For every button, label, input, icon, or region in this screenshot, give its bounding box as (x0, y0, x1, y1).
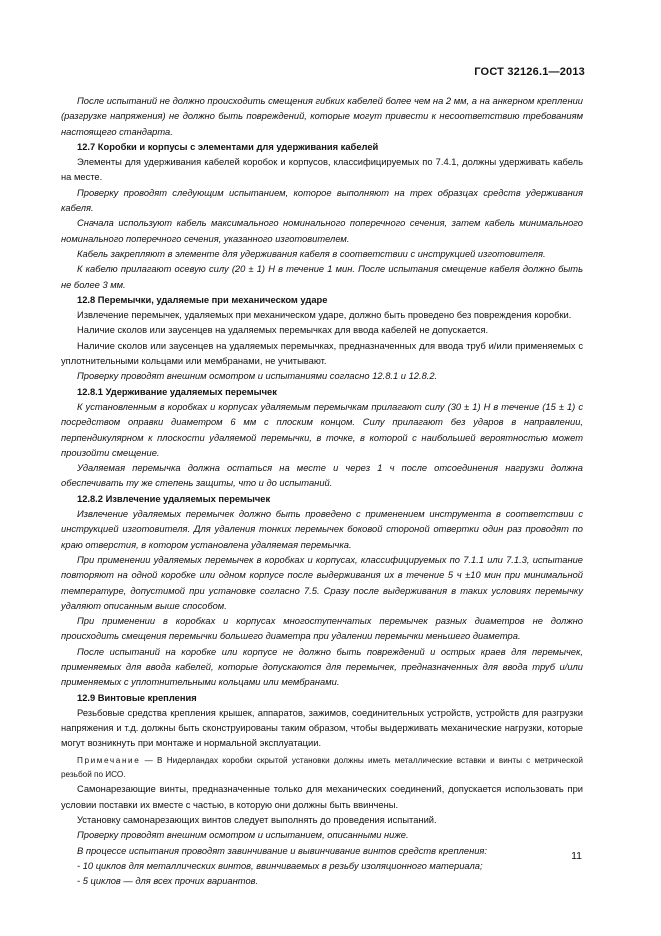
body-paragraph: Проверку проводят внешним осмотром и испытаниями согласно 12.8.1 и 12.8.2. (77, 371, 438, 382)
page-number: 11 (571, 850, 582, 862)
body-paragraph: В процессе испытания проводят завинчивание и вывинчивание винтов средств крепления: (77, 845, 487, 856)
body-paragraph: - 10 циклов для металлических винтов, ввинчиваемых в резьбу изоляционного материала; (77, 860, 483, 871)
body-paragraph: Самонарезающие винты, предназначенные только для механических соединений, допускается использовать при условии поставки их вместе с частью, в которую они должны быть ввинчены. (61, 784, 583, 810)
body-paragraph: К кабелю прилагают осевую силу (20 ± 1) Н в течение 1 мин. После испытания смещение кабеля должно быть не более 3 мм. (61, 264, 583, 290)
body-paragraph: При применении в коробках и корпусах многоступенчатых перемычек разных диаметров не должно происходить смещения перемычки большего диаметра при удалении перемычки меньшего диаметра. (61, 616, 583, 642)
body-paragraph: Элементы для удерживания кабелей коробок и корпусов, классифицируемых по 7.4.1, должны удерживать кабель на месте. (61, 157, 583, 183)
note-text: — В Нидерландах коробки скрытой установки должны иметь металлические вставки и винты с метрической резьбой по ИСО. (61, 755, 583, 779)
body-paragraph: Проверку проводят внешним осмотром и испытанием, описанными ниже. (77, 830, 409, 841)
note-paragraph (61, 754, 583, 782)
body-paragraph: Проверку проводят следующим испытанием, которое выполняют на трех образцах средств удерживания кабеля. (61, 187, 583, 214)
section-heading: 12.8.2 Извлечение удаляемых перемычек (77, 493, 271, 504)
body-paragraph: Кабель закрепляют в элементе для удерживания кабеля в соответствии с инструкцией изготовителя. (77, 248, 546, 259)
section-heading: 12.8 Перемычки, удаляемые при механическом ударе (77, 294, 328, 305)
note-label: Примечание (77, 755, 141, 765)
body-paragraph: Наличие сколов или заусенцев на удаляемых перемычках, предназначенных для ввода труб и/или применяемых с уплотнительными кольцами или мембранами, не учитывают. (61, 340, 583, 367)
body-paragraph: После испытаний не должно происходить смещения гибких кабелей более чем на 2 мм, а на анкерном креплении (разгрузке напряжения) не должно быть повреждений, которые могут привести к несоответствию требованиям настоящего стандарта. (61, 96, 583, 137)
body-paragraph: Удаляемая перемычка должна остаться на месте и через 1 ч после отсоединения нагрузки должна обеспечивать ту же степень защиты, что и до испытаний. (61, 463, 583, 489)
body-paragraph: Извлечение перемычек, удаляемых при механическом ударе, должно быть проведено без повреждения коробки. (77, 310, 572, 321)
paragraphs-after-note (61, 782, 583, 889)
body-paragraph: К установленным в коробках и корпусах удаляемым перемычкам прилагают силу (30 ± 1) Н в течение (15 ± 1) с посредством оправки диаметром 6 мм с плоским концом. Силу прилагают без ударов в направлении, перпендикулярном к плоскости удаляемой перемычки, в точке, в которой с наибольшей вероятностью может произойти смещение. (61, 401, 583, 458)
body-paragraph: Извлечение удаляемых перемычек должно быть проведено с применением инструмента в соответствии с инструкцией изготовителя. Для удаления тонких перемычек боковой стороной отвертки один раз проводят по краю отверстия, в котором установлена удаляемая перемычка. (61, 509, 583, 550)
section-heading: 12.7 Коробки и корпусы с элементами для удерживания кабелей (77, 141, 379, 152)
section-heading: 12.9 Винтовые крепления (77, 692, 197, 703)
body-paragraph: Установку самонарезающих винтов следует выполнять до проведения испытаний. (77, 814, 437, 825)
body-paragraph: При применении удаляемых перемычек в коробках и корпусах, классифицируемых по 7.1.1 или 7.1.3, испытание повторяют на одной коробке или одном корпусе после выдерживания их в течение 5 ч ±10 мин при минимальной температуре, допустимой при установке согласно 7.5. Сразу после выдерживания в таких условиях перемычку удаляют описанным выше способом. (61, 554, 583, 611)
body-paragraph: После испытаний на коробке или корпусе не должно быть повреждений и острых краев для перемычек, применяемых для ввода кабелей, которые допускаются для перемычек, предназначенных для ввода труб и/или применяемых с уплотнительными кольцами или мембранами. (61, 646, 583, 688)
body-paragraph: Сначала используют кабель максимального номинального поперечного сечения, затем кабель минимального номинального поперечного сечения, указанного изготовителем. (61, 218, 583, 244)
section-heading: 12.8.1 Удерживание удаляемых перемычек (77, 386, 277, 397)
body-paragraph: - 5 циклов — для всех прочих вариантов. (77, 876, 259, 887)
paragraphs-before-note (61, 94, 583, 752)
document-body (61, 94, 583, 889)
body-paragraph: Резьбовые средства крепления крышек, аппаратов, зажимов, соединительных устройств, устройств для разгрузки напряжения и т.д. должны быть сконструированы таким образом, чтобы выдерживать механические нагрузки, которые могут возникнуть при монтаже и нормальной эксплуатации. (61, 707, 583, 749)
body-paragraph: Наличие сколов или заусенцев на удаляемых перемычках для ввода кабелей не допускается. (77, 325, 489, 336)
document-header: ГОСТ 32126.1—2013 (474, 66, 585, 78)
